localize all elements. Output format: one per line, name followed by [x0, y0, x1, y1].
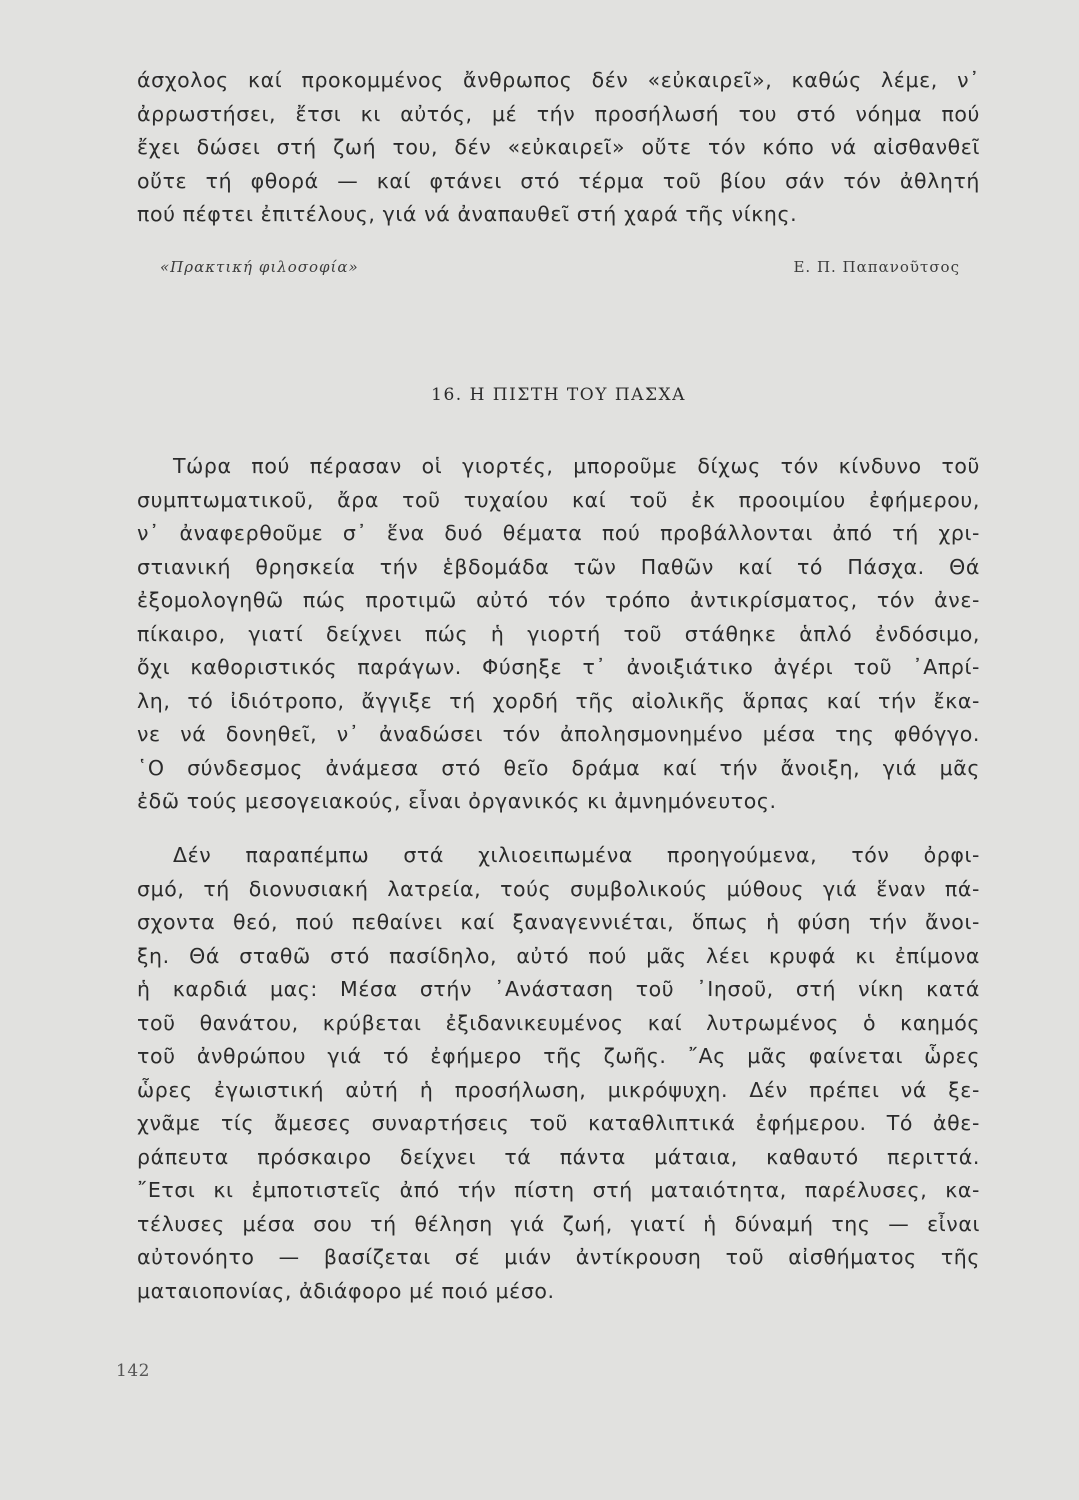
page-number: 142	[116, 1361, 150, 1381]
chapter-paragraph-1	[137, 450, 980, 819]
chapter-paragraph-2	[137, 839, 980, 1308]
text-line: ἐδῶ τούς μεσογειακούς, εἶναι ὀργανικός κι ἀμνημόνευτος.	[137, 789, 777, 813]
text-line: οὔτε τή φθορά — καί φτάνει στό τέρμα τοῦ βίου σάν τόν ἀθλητή	[137, 168, 980, 193]
text-line: ματαιοπονίας, ἀδιάφορο μέ ποιό μέσο.	[137, 1278, 555, 1303]
text-line: νε νά δονηθεῖ, ν᾽ ἀναδώσει τόν ἀπολησμονημένο μέσα της φθόγγο.	[137, 722, 980, 746]
text-line: ὧρες ἐγωιστική αὐτή ἡ προσήλωση, μικρόψυχη. Δέν πρέπει νά ξε-	[137, 1077, 980, 1102]
text-line: ῎Ετσι κι ἐμποτιστεῖς ἀπό τήν πίστη στή ματαιότητα, παρέλυσες, κα-	[137, 1178, 980, 1202]
text-line: άσχολος καί προκομμένος ἄνθρωπος δέν «εὐκαιρεῖ», καθώς λέμε, ν᾽	[137, 68, 980, 92]
text-line: ἔχει δώσει στή ζωή του, δέν «εὐκαιρεῖ» οὔτε τόν κόπο νά αἰσθανθεῖ	[137, 135, 980, 159]
text-line: χνᾶμε τίς ἄμεσες συναρτήσεις τοῦ καταθλιπτικά ἐφήμερου. Τό ἀθε-	[137, 1111, 980, 1135]
text-line: ξη. Θά σταθῶ στό πασίδηλο, αὐτό πού μᾶς λέει κρυφά κι ἐπίμονα	[137, 943, 980, 968]
text-line: ν᾽ ἀναφερθοῦμε σ᾽ ἕνα δυό θέματα πού προβάλλονται ἀπό τή χρι-	[137, 521, 980, 545]
text-line: αὐτονόητο — βασίζεται σέ μιάν ἀντίκρουση τοῦ αἰσθήματος τῆς	[137, 1245, 980, 1269]
text-line: σμό, τή διονυσιακή λατρεία, τούς συμβολικούς μύθους γιά ἕναν πά-	[137, 876, 980, 901]
text-line: Δέν παραπέμπω στά χιλιοειπωμένα προηγούμενα, τόν ὀρφι-	[173, 843, 980, 867]
text-line: τοῦ θανάτου, κρύβεται ἐξιδανικευμένος καί λυτρωμένος ὁ καημός	[137, 1010, 980, 1035]
text-line: τοῦ ἀνθρώπου γιά τό ἐφήμερο τῆς ζωῆς. ῎Ας μᾶς φαίνεται ὧρες	[137, 1044, 980, 1068]
chapter-heading: 16. Η ΠΙΣΤΗ ΤΟΥ ΠΑΣΧΑ	[431, 385, 686, 405]
attribution-author: Ε. Π. Παπανοῦτσος	[793, 258, 960, 276]
text-line: ἡ καρδιά μας: Μέσα στήν ᾽Ανάσταση τοῦ ᾽Ιησοῦ, στή νίκη κατά	[137, 977, 980, 1001]
attribution	[160, 258, 960, 286]
text-line: στιανική θρησκεία τήν ἑβδομάδα τῶν Παθῶν καί τό Πάσχα. Θά	[137, 554, 980, 579]
text-line: πίκαιρο, γιατί δείχνει πώς ἡ γιορτή τοῦ στάθηκε ἁπλό ἐνδόσιμο,	[137, 621, 980, 646]
text-line: ῾Ο σύνδεσμος ἀνάμεσα στό θεῖο δράμα καί τήν ἄνοιξη, γιά μᾶς	[137, 755, 980, 780]
text-line: Τώρα πού πέρασαν οἱ γιορτές, μποροῦμε δίχως τόν κίνδυνο τοῦ	[173, 454, 980, 478]
text-line: ράπευτα πρόσκαιρο δείχνει τά πάντα μάταια, καθαυτό περιττά.	[137, 1144, 980, 1169]
text-line: ἐξομολογηθῶ πώς προτιμῶ αὐτό τόν τρόπο ἀντικρίσματος, τόν ἀνε-	[137, 588, 980, 612]
text-line: συμπτωματικοῦ, ἄρα τοῦ τυχαίου καί τοῦ ἐκ προοιμίου ἐφήμερου,	[137, 487, 980, 512]
text-line: πού πέφτει ἐπιτέλους, γιά νά ἀναπαυθεῖ στή χαρά τῆς νίκης.	[137, 202, 798, 226]
text-line: λη, τό ἰδιότροπο, ἄγγιξε τή χορδή τῆς αἰολικῆς ἅρπας καί τήν ἔκα-	[137, 688, 980, 713]
text-line: ἀρρωστήσει, ἔτσι κι αὐτός, μέ τήν προσήλωσή του στό νόημα πού	[137, 101, 980, 126]
text-line: τέλυσες μέσα σου τή θέληση γιά ζωή, γιατί ἡ δύναμή της — εἶναι	[137, 1211, 980, 1236]
text-line: σχοντα θεό, πού πεθαίνει καί ξαναγεννιέται, ὅπως ἡ φύση τήν ἄνοι-	[137, 910, 980, 934]
attribution-source: «Πρακτική φιλοσοφία»	[160, 258, 359, 276]
previous-essay-ending	[137, 64, 980, 232]
text-line: ὄχι καθοριστικός παράγων. Φύσηξε τ᾽ ἀνοιξιάτικο ἀγέρι τοῦ ᾽Απρί-	[137, 655, 980, 679]
